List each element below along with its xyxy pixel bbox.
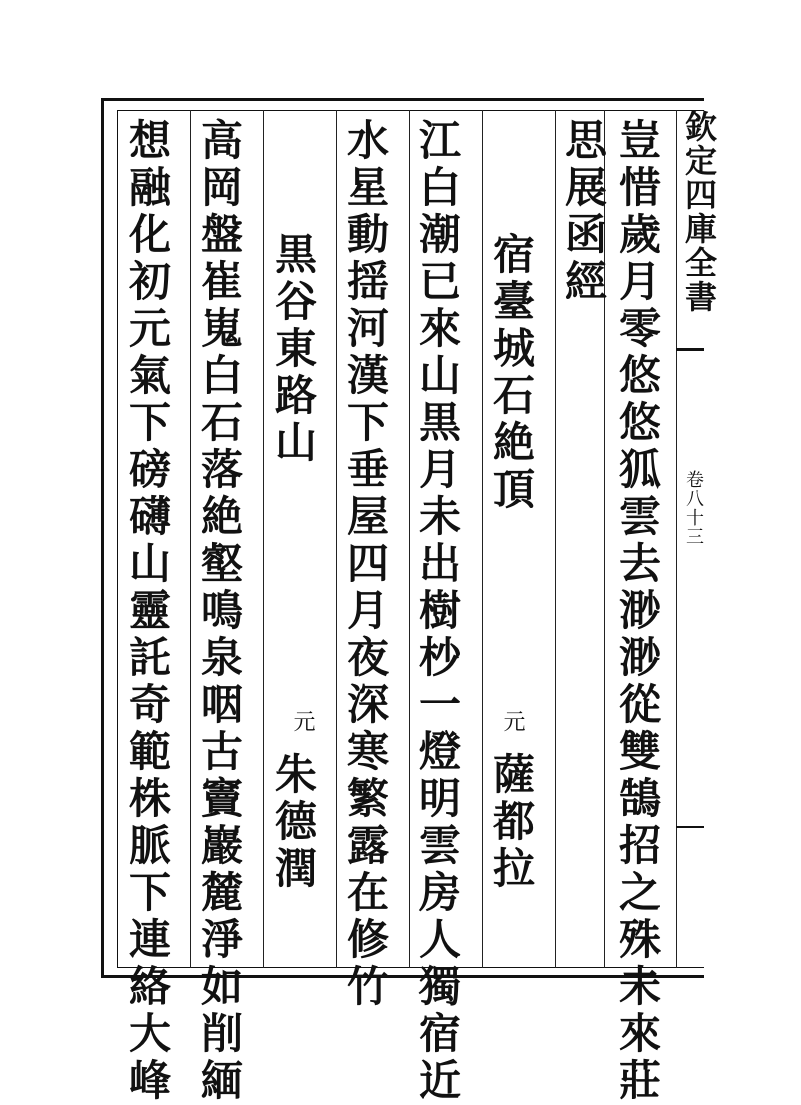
text-column-7: 高岡盤崔嵬白石落絶壑鳴泉咽古竇巖麓淨如削緬	[195, 118, 244, 1105]
text-column-4: 江白潮已來山黒月未出樹杪一燈明雲房人獨宿近	[413, 118, 462, 1105]
dynasty-mark-1: 元	[500, 710, 525, 734]
column-rule	[482, 110, 483, 968]
column-rule	[336, 110, 337, 968]
text-column-1: 豈惜歲月零悠悠狐雲去渺渺從雙鵠招之殊未來莊	[613, 118, 662, 1105]
author-2: 朱德潤	[269, 752, 318, 893]
dynasty-mark-2: 元	[290, 710, 315, 734]
text-column-5: 水星動揺河漢下垂屋四月夜深寒繁露在修竹	[341, 118, 390, 1011]
text-column-2: 思展函經	[559, 118, 608, 306]
margin-volume: 卷八十三	[683, 470, 704, 546]
text-column-8: 想融化初元氣下磅礴山靈託奇範株脈下連絡大峰	[123, 118, 172, 1105]
poem-title-1: 宿臺城石絶頂	[487, 232, 536, 514]
poem-title-2: 黒谷東路山	[269, 232, 318, 467]
column-rule	[409, 110, 410, 968]
column-rule	[555, 110, 556, 968]
column-rule	[263, 110, 264, 968]
author-1: 薩都拉	[487, 752, 536, 893]
margin-book-title: 欽定四庫全書	[680, 110, 718, 314]
column-rule	[190, 110, 191, 968]
fish-tail-mark	[676, 348, 704, 369]
fish-tail-mark-lower	[676, 826, 704, 838]
